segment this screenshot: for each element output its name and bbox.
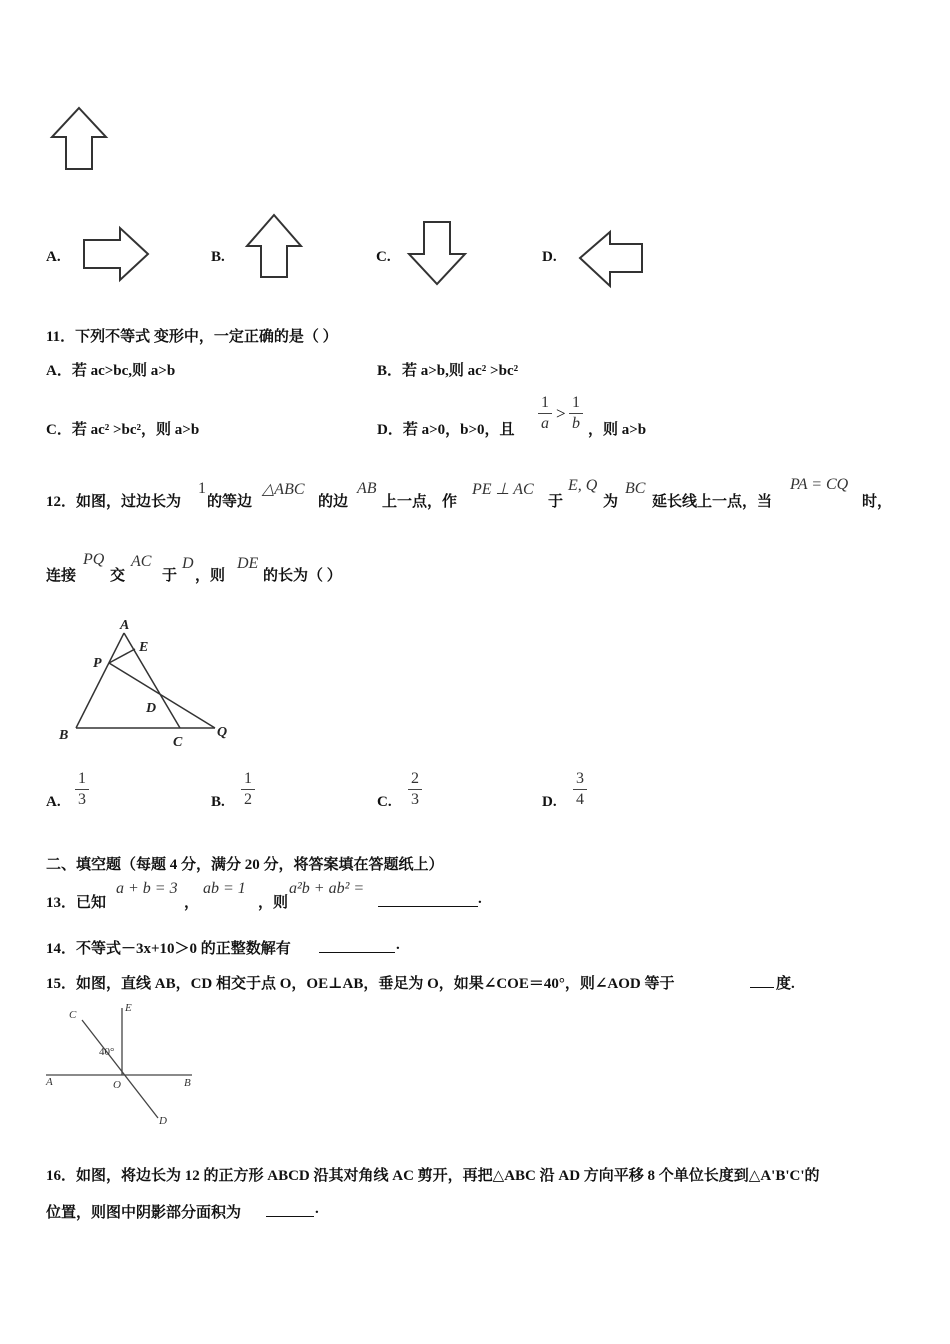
- section-2-heading: 二、填空题（每题 4 分，满分 20 分，将答案填在答题纸上）: [46, 857, 444, 873]
- q12-math-e-q: E, Q: [568, 477, 598, 494]
- q15-end: 度.: [776, 976, 795, 992]
- q13-comma: ，: [184, 895, 200, 911]
- q15-answer-blank[interactable]: [750, 971, 774, 988]
- q11-option-c: C．若 ac² >bc²，则 a>b: [46, 422, 200, 438]
- q12-math-ac: AC: [131, 553, 152, 570]
- q13-math-1: a + b = 3: [116, 880, 178, 897]
- fraction-numerator: 2: [411, 770, 419, 787]
- fraction-denominator: 3: [411, 791, 419, 808]
- point-c-label: C: [69, 1009, 77, 1021]
- fraction-denominator: 4: [576, 791, 584, 808]
- q12-math-bc: BC: [625, 480, 646, 497]
- q16-answer-blank[interactable]: [266, 1200, 314, 1217]
- q12-option-a-fraction[interactable]: [75, 770, 89, 809]
- fraction-denominator: 3: [78, 791, 86, 808]
- q12-text-12: ，则: [195, 568, 226, 584]
- q13-math-2: ab = 1: [203, 880, 246, 897]
- q12-math-pa-eq-cq: PA = CQ: [790, 476, 849, 493]
- q12-math-triangle-abc: △ABC: [262, 481, 305, 498]
- q12-text-3: 的边: [318, 494, 349, 510]
- q11-option-b: B．若 a>b,则 ac² >bc²: [377, 363, 519, 379]
- point-b-label: B: [184, 1077, 191, 1089]
- q15-lines-figure: [44, 1000, 204, 1130]
- fraction-numerator: 3: [576, 770, 584, 787]
- q12-math-d: D: [182, 555, 194, 572]
- q12-math-ab: AB: [357, 480, 377, 497]
- q12-option-c-fraction[interactable]: [408, 770, 422, 809]
- q11-option-d-prefix: D．若 a>0，b>0，且: [377, 422, 515, 438]
- q14-answer-blank[interactable]: [319, 936, 395, 953]
- point-e-label: E: [139, 640, 149, 655]
- point-q-label: Q: [217, 725, 228, 740]
- q12-option-a-label: A.: [46, 794, 61, 810]
- q12-option-b-fraction[interactable]: [241, 770, 255, 809]
- left-arrow-icon[interactable]: [578, 230, 648, 290]
- q12-option-d-label: D.: [542, 794, 557, 810]
- q12-option-b-label: B.: [211, 794, 225, 810]
- q13-end: .: [478, 891, 482, 907]
- q15-text: 15．如图，直线 AB，CD 相交于点 O，OE⊥AB，垂足为 O，如果∠COE＝40°，则∠AOD 等于: [46, 976, 675, 992]
- q12-text-10: 交: [110, 568, 126, 584]
- q12-text-2: 的等边: [207, 494, 253, 510]
- original-up-arrow-icon: [50, 105, 110, 173]
- q12-text-8: 时，: [862, 494, 893, 510]
- q16-end: .: [315, 1201, 319, 1217]
- point-c-label: C: [173, 735, 183, 750]
- down-arrow-icon[interactable]: [408, 220, 468, 288]
- fraction-numerator: 1: [244, 770, 252, 787]
- q12-option-c-label: C.: [377, 794, 392, 810]
- q16-line-2: 位置，则图中阴影部分面积为: [46, 1205, 242, 1221]
- fraction-denominator: 2: [244, 791, 252, 808]
- fraction-numerator: 1: [78, 770, 86, 787]
- angle-label: 40°: [99, 1046, 115, 1058]
- point-p-label: P: [93, 656, 102, 671]
- point-b-label: B: [59, 728, 69, 743]
- q12-text-9: 连接: [46, 568, 77, 584]
- fraction-denominator: b: [572, 415, 580, 432]
- point-d-label: D: [146, 701, 157, 716]
- q12-option-d-fraction[interactable]: [573, 770, 587, 809]
- q12-math-pe-perp-ac: PE ⊥ AC: [472, 481, 534, 498]
- q11-option-a: A．若 ac>bc,则 a>b: [46, 363, 176, 379]
- q12-text-5: 于: [548, 494, 564, 510]
- q11-option-d-suffix: ，则 a>b: [588, 422, 647, 438]
- point-e-label: E: [125, 1002, 132, 1014]
- q11-d-fraction-1a: [538, 394, 552, 433]
- q12-math-de: DE: [237, 555, 259, 572]
- q13-answer-blank[interactable]: [378, 890, 478, 907]
- q12-text-7: 延长线上一点，当: [652, 494, 773, 510]
- option-d-label: D.: [542, 249, 557, 265]
- q14-text: 14．不等式－3x+10＞0 的正整数解有: [46, 941, 291, 957]
- point-a-label: A: [120, 618, 130, 633]
- fraction-denominator: a: [541, 415, 549, 432]
- up-arrow-icon[interactable]: [245, 213, 305, 281]
- q13-mid: ，则: [258, 895, 289, 911]
- fraction-numerator: 1: [572, 394, 580, 411]
- q13-math-3: a²b + ab² =: [289, 880, 365, 897]
- q12-text-13: 的长为（ ）: [263, 568, 342, 584]
- q12-math-one: 1: [198, 480, 206, 497]
- point-o-label: O: [113, 1079, 121, 1091]
- fraction-numerator: 1: [541, 394, 549, 411]
- q12-text-4: 上一点，作: [382, 494, 458, 510]
- q11-stem: 11．下列不等式 变形中，一定正确的是（ ）: [46, 329, 338, 345]
- option-b-label: B.: [211, 249, 225, 265]
- option-c-label: C.: [376, 249, 391, 265]
- q16-line-1: 16．如图，将边长为 12 的正方形 ABCD 沿其对角线 AC 剪开，再把△ABC 沿 AD 方向平移 8 个单位长度到△A'B'C'的: [46, 1168, 820, 1184]
- q12-text-11: 于: [162, 568, 178, 584]
- q12-math-pq: PQ: [83, 551, 105, 568]
- right-arrow-icon[interactable]: [82, 226, 152, 282]
- option-a-label: A.: [46, 249, 61, 265]
- q14-end: .: [396, 937, 400, 953]
- q11-d-fraction-1b: [569, 394, 583, 433]
- q13-prefix: 13．已知: [46, 895, 107, 911]
- greater-than-sign: >: [556, 404, 566, 423]
- point-a-label: A: [46, 1076, 53, 1088]
- point-d-label: D: [159, 1115, 167, 1127]
- q12-text-1: 12．如图，过边长为: [46, 494, 182, 510]
- q12-text-6: 为: [603, 494, 619, 510]
- q12-triangle-figure: [55, 615, 245, 755]
